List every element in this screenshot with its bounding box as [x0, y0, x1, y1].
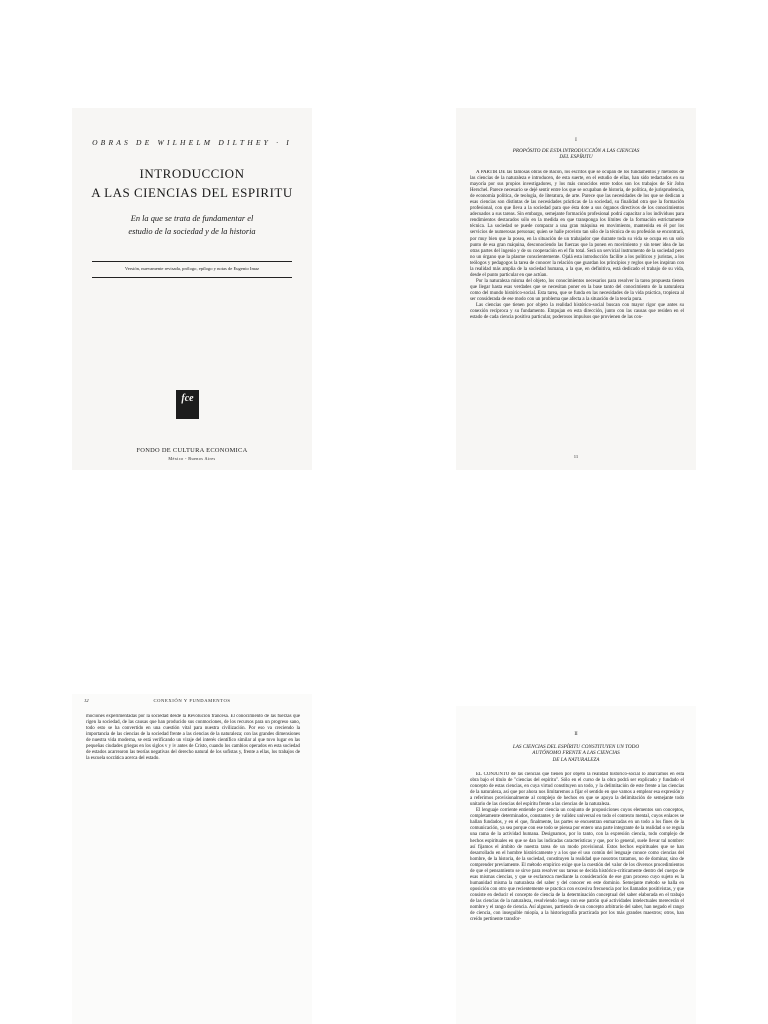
title-line-1: INTRODUCCION	[139, 166, 245, 181]
book-subtitle	[92, 212, 292, 238]
title-page	[72, 108, 312, 470]
heading-line-1: PROPÓSITO DE ESTA INTRODUCCIÓN A LAS CIENCIAS	[512, 148, 640, 154]
paragraph: A PARTIR DE las famosas obras de Bacon, los escritos que se ocupan de los fundamentos y métodos de las ciencias de la naturaleza e introducen, de esta suerte, en el estudio de ellas, han sido redactados en su mayoría por sus propios investigadores, y los más conocidos entre todos son los trabajos de Sir John Herschel. Parece necesario se dejé sentir entre los que se ocupaban de historia, de política, de jurisprudencia, de economía política, de teología, de literatura, de arte. Parece que las necesidades de los que se dedican a esas ciencias son distintas de las necesidades prácticas de la sociedad, su finalidad otra que la formación profesional, con que lleva a la sociedad para que ésta dote a sus órganos directivos de los conocimientos adecuados a sus tareas. Sin embargo, semejante formación profesional podrá capacitar a los individuos para rendimientos destacados sólo en la medida en que transponga los límites de la formación estrictamente técnica. La sociedad se puede comparar a una gran máquina en movimiento, mantenida en él por los servicios de numerosas personas; quien se halle provisto tan sólo de la técnica de su profesión se encontrará, por muy bien que la posea, en la situación de un trabajador que durante toda su vida se ocupa en un solo punto de esa gran máquina, desconociendo las fuerzas que la ponen en movimiento y sin tener idea de las otras partes del ingenio y de su cooperación en el fin total. Será un servicial instrumento de la sociedad pero no un órgano que la plasme conscientemente. Ojalá esta introducción facilite a los políticos y juristas, a los teólogos y pedagogos la tarea de conocer la relación que guardan los principios y reglos que les inspiran con la realidad más amplia de la sociedad humana, a la que, en definitiva, está dedicado el trabajo de su vida, desde el punto particular en que actúan.	[470, 170, 684, 278]
chapter-heading	[472, 148, 680, 161]
running-title: CONEXIÓN Y FUNDAMENTOS	[153, 698, 231, 703]
translation-credits: Versión, nuevamente revisada, prólogo, epílogo y notas de Eugenio Imaz	[124, 266, 260, 271]
chapter-heading	[472, 744, 680, 763]
paragraph: Por la naturaleza misma del objeto, los conocimientos necesarios para resolver la tarea propuesta tienen que llegar hasta esas verdades que se necesitan poner en la base tanto del conocimiento de la naturaleza como del mundo histórico-social. Esta tarea, que se funda en las necesidades de la vida práctica, tropieza al ser considerada de ese modo con un problema que afecta a la situación de la teoría pura.	[470, 278, 684, 302]
publisher-logo: fce	[176, 390, 199, 419]
paragraph: El lenguaje corriente entiende por ciencia un conjunto de proposiciones cuyos elementos son conceptos, completamente determinados, constantes y de validez universal en todo el contexto mental, cuyos enlaces se hallan fundados, y en el que, finalmente, las partes se encuentran enmarcadas en un todo a los fines de la comunicación, ya sea porque con ese todo se piensa por entero una parte integrante de la realidad o se regula una rama de la actividad humana. Designamos, por lo tanto, con la expresión ciencia, todo complejo de hechos espirituales en que se dan las indicadas características y que, por lo general, suele llevar tal nombre: así fijamos el ámbito de nuestra tarea de un modo provisional. Estos hechos espirituales que se han desarrollado en el hombre históricamente y a los que el uso común del lenguaje conoce como ciencias del hombre, de la historia, de la sociedad, constituyen la realidad que nosotros tratamos, no de dominar, sino de comprender previamente. El método empírico exige que la cuestión del valor de los diversos procedimientos de que el pensamiento se sirve para resolver sus tareas se decida histórico-críticamente dentro del cuerpo de esas mismas ciencias, y que se esclarezca mediante la consideración de ese gran proceso cuyo sujeto es la humanidad misma la naturaleza del saber y del conocer en este dominio. Semejante método se halla en oposición con otro que recientemente se practica con excesiva frecuencia por los llamados positivistas, y que consiste en deducir el concepto de ciencia de la determinación conceptual del saber elaborada en el trabajo de las ciencias de la naturaleza, resolviendo luego con ese patrón qué actividades intelectuales merecerán el nombre y el rango de ciencia. Así algunos, partiendo de un concepto arbitrario del saber, han negado el rango de ciencia, con inseguible miopía, a la historiografía practicada por los más grandes maestros; otros, han creído pertinente transfor-	[470, 808, 684, 923]
divider	[92, 261, 292, 262]
text-page-chapter-one	[456, 108, 696, 470]
text-page-chapter-two	[456, 706, 696, 1024]
paragraph: mociones experimentadas por la sociedad desde la Revolución francesa. El conocimiento de las fuerzas que rigen la sociedad, de las causas que han producido sus conmociones, de los recursos para un progreso sano, todo esto se ha convertido en una cuestión vital para nuestra civilización. Por eso va creciendo la importancia de las ciencias de la sociedad frente a las ciencias de la naturaleza; con las grandes dimensiones de nuestra vida moderna, se está verificando un viraje del interés científico similar al que tuvo lugar en las pequeñas ciudades griegas en los siglos v y iv antes de Cristo, cuando los cambios operados en esta sociedad de estados acarrearon las teorías negativas del derecho natural de los sofistas y, frente a ellas, los trabajos de la escuela socrática acerca del estado.	[86, 714, 300, 762]
heading-line-2: DEL ESPÍRITU	[559, 154, 593, 161]
chapter-body	[470, 772, 684, 1024]
subtitle-line-2: estudio de la sociedad y de la historia	[128, 227, 256, 236]
text-page-continuation	[72, 694, 312, 1024]
subtitle-line-1: En la que se trata de fundamentar el	[130, 214, 254, 223]
page-body	[86, 714, 300, 794]
title-line-2: A LAS CIENCIAS DEL ESPIRITU	[91, 185, 293, 200]
paragraph: EL CONJUNTO de las ciencias que tienen por objeto la realidad histórico-social lo abarcamos en esta obra bajo el título de "ciencias del espíritu". Sólo en el curso de la obra podrá ser explicado y fundado el concepto de estas ciencias, en cuya virtud constituyen un todo, y la delimitación de este frente a las ciencias de la naturaleza, así que por ahora nos limitaremos a fijar el sentido en que vamos a emplear esa expresión y a referirnos provisionalmente al complejo de hechos en que se apoya la delimitación de semejante todo unitario de las ciencias del espíritu frente a las ciencias de la naturaleza.	[470, 772, 684, 808]
page-number: 12	[84, 698, 89, 703]
series-title: OBRAS DE WILHELM DILTHEY · I	[92, 138, 292, 147]
chapter-number: II	[574, 732, 578, 737]
publisher-name: FONDO DE CULTURA ECONOMICA	[136, 447, 248, 454]
publisher-place: México - Buenos Aires	[168, 456, 216, 461]
book-title	[72, 164, 312, 202]
chapter-number: I	[575, 138, 577, 143]
page-number: 11	[573, 454, 579, 459]
divider	[92, 277, 292, 278]
paragraph: Las ciencias que tienen por objeto la realidad histórico-social buscan con mayor rigor que antes su conexión recíproca y su fundamento. Empujan en esta dirección, junto con las causas que residen en el estado de cada ciencia positiva particular, poderosos impulsos que provienen de las con-	[470, 303, 684, 321]
chapter-body	[470, 170, 684, 450]
heading-line-2: AUTÓNOMO FRENTE A LAS CIENCIAS	[532, 750, 620, 757]
heading-line-1: LAS CIENCIAS DEL ESPÍRITU CONSTITUYEN UN TODO	[512, 744, 640, 750]
heading-line-3: DE LA NATURALEZA	[552, 756, 600, 763]
